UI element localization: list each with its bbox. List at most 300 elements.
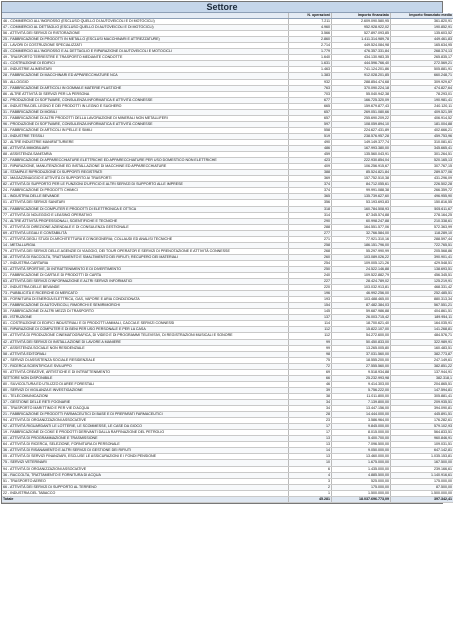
amount-financed-cell: 26.003.715,42 (332, 315, 391, 321)
average-amount-cell: 322.989,91 (391, 339, 453, 345)
amount-financed-cell: 18.700.621,40 (332, 321, 391, 327)
operations-cell: 597 (289, 121, 332, 127)
amount-financed-cell: 55.040.942,38 (332, 91, 391, 97)
operations-cell: 17 (289, 424, 332, 430)
amount-financed-cell: 149.149.377,74 (332, 139, 391, 145)
operations-cell: 1 (289, 490, 332, 496)
operations-cell: 2.860 (289, 37, 332, 43)
sector-name-cell: 05 - ATTIVITÀ DI SERVIZI FINANZIARI, ESCLUSE LE ASSICURAZIONI E I FONDI PENSIONE (2, 454, 289, 460)
average-amount-cell: 484.576,71 (391, 333, 453, 339)
average-amount-cell: 190.852,91 (391, 25, 453, 31)
operations-cell: 258 (289, 242, 332, 248)
average-amount-cell: 175.000,00 (391, 478, 453, 484)
average-amount-cell: 468.331,42 (391, 285, 453, 291)
amount-financed-cell: 449.524.084,98 (332, 43, 391, 49)
operations-cell: 254 (289, 260, 332, 266)
average-amount-cell: 205.568,86 (391, 248, 453, 254)
average-amount-cell: 1.500.000,00 (391, 490, 453, 496)
sector-name-cell: 73 - PUBBLICITÀ E RICERCHE DI MERCATO (2, 291, 289, 297)
amount-financed-cell: 1.435.000,00 (332, 466, 391, 472)
amount-financed-cell: 238.576.957,28 (332, 133, 391, 139)
average-amount-cell: 266.359,72 (391, 188, 453, 194)
amount-financed-cell: 15.822.107,00 (332, 327, 391, 333)
average-amount-cell: 310.081,61 (391, 139, 453, 145)
sector-name-cell: 33 - RIPARAZIONE, MANUTENZIONE ED INSTALLAZIONE DI MACCHINE ED APPARECCHIATURE (2, 164, 289, 170)
sector-name-cell: 21 - FABBRICAZIONE DI CARTA E DI PRODOTTI DI CARTA (2, 273, 289, 279)
operations-cell: 677 (289, 97, 332, 103)
operations-cell: 13 (289, 436, 332, 442)
amount-financed-cell: 186.151.796,00 (332, 242, 391, 248)
operations-cell: 39 (289, 387, 332, 393)
average-amount-cell: 247.149,61 (391, 357, 453, 363)
operations-cell: 290 (289, 218, 332, 224)
sector-name-cell: 66 - ATTIVITÀ DEI SERVIZI DI SUPPORTO AL TERRENO (2, 484, 289, 490)
sector-name-cell: 26 - FABBRICAZIONE DI COMPUTER E PRODOTTI DI ELETTRONICA E OTTICA (2, 206, 289, 212)
operations-cell: 558 (289, 127, 332, 133)
operations-cell: 260 (289, 254, 332, 260)
operations-cell: 1.640 (289, 55, 332, 61)
sector-name-cell: 10 - INDUSTRIE ALIMENTARI (2, 67, 289, 73)
average-amount-cell: 567.551,21 (391, 303, 453, 309)
operations-cell: 34 (289, 406, 332, 412)
sector-name-cell: 58 - ATTIVITÀ EDITORIALI (2, 351, 289, 357)
amount-financed-cell: 25.232.993,98 (332, 375, 391, 381)
sector-name-cell: 61 - TELECOMUNICAZIONI (2, 393, 289, 399)
table-row (2, 333, 453, 339)
sector-name-cell: 46 - COMMERCIO ALL'INGROSSO (ESCLUSO QUELLO DI AUTOVEICOLI E DI MOTOCICLI) (2, 19, 289, 25)
sector-name-cell: 95 - RIPARAZIONE DI COMPUTER E DI BENI PER USO PERSONALE E PER LA CASA (2, 327, 289, 333)
amount-financed-cell: 434.130.983,35 (332, 55, 391, 61)
operations-cell: 763 (289, 85, 332, 91)
average-amount-cell: 960.846,91 (391, 436, 453, 442)
amount-financed-cell: 103.488.465,00 (332, 297, 391, 303)
average-amount-cell: 390.901,41 (391, 254, 453, 260)
operations-cell: 665 (289, 103, 332, 109)
amount-financed-cell: 741.124.201,86 (332, 67, 391, 73)
amount-financed-cell: 222.930.854,04 (332, 158, 391, 164)
sector-name-cell: 13 - INDUSTRIE TESSILI (2, 133, 289, 139)
amount-financed-cell: 5.756.222,00 (332, 387, 391, 393)
amount-financed-cell: 28.424.789,02 (332, 279, 391, 285)
sector-name-cell: 85 - ISTRUZIONE (2, 315, 289, 321)
average-amount-cell: 579.102,93 (391, 424, 453, 430)
operations-cell: 1.779 (289, 49, 332, 55)
operations-cell: 154 (289, 303, 332, 309)
amount-financed-cell: 4.885.500,00 (332, 472, 391, 478)
table-row (2, 248, 453, 254)
amount-financed-cell: 1.411.314.989,78 (332, 37, 391, 43)
amount-financed-cell: 444.596.766,40 (332, 61, 391, 67)
amount-financed-cell: 1.500.000,00 (332, 490, 391, 496)
operations-cell: 490 (289, 139, 332, 145)
sector-name-cell: 62 - PRODUZIONE DI SOFTWARE, CONSULENZA INFORMATICA E ATTIVITÀ CONNESSE (2, 97, 289, 103)
amount-financed-cell: 160.784.508,93 (332, 206, 391, 212)
sheet-title: Settore (2, 2, 442, 13)
average-amount-cell: 496.955,90 (391, 194, 453, 200)
average-amount-cell: 118.289,10 (391, 230, 453, 236)
operations-cell: 932 (289, 79, 332, 85)
average-amount-cell: 138.693,51 (391, 266, 453, 272)
sector-name-cell: 24 - FABBRICAZIONE DI PRODOTTI CHIMICI (2, 188, 289, 194)
average-amount-cell: 209.935,51 (391, 400, 453, 406)
average-amount-cell: 505.611,67 (391, 206, 453, 212)
sector-name-cell: 72 - RICERCA SCIENTIFICA E SVILUPPO (2, 363, 289, 369)
operations-cell: 1.631 (289, 61, 332, 67)
sector-name-cell: 25 - FABBRICAZIONE DI PRODOTTI IN METALLO (ESCLUSI MACCHINARI E ATTREZZATURE) (2, 37, 289, 43)
operations-cell: 14 (289, 448, 332, 454)
amount-financed-cell: 166.725.320,09 (332, 97, 391, 103)
amount-financed-cell: 3.586.964,00 (332, 418, 391, 424)
operations-cell: 75 (289, 357, 332, 363)
amount-financed-cell: 87.482.384,03 (332, 303, 391, 309)
operations-cell: 46 (289, 381, 332, 387)
amount-financed-cell: 224.627.431,89 (332, 127, 391, 133)
amount-financed-cell: 9.518.934,88 (332, 369, 391, 375)
sector-name-cell: 79 - ATTIVITÀ DEI SERVIZI DELLE AGENZIE DI VIAGGIO, DEI TOUR OPERATOR E SERVIZI DI PRENOTAZIONE E ATTIVITÀ CONNESSE (2, 248, 289, 254)
total-row (2, 496, 453, 502)
total-operations: 45.281 (289, 496, 332, 502)
amount-financed-cell: 255.690.209,22 (332, 115, 391, 121)
operations-cell: 99 (289, 339, 332, 345)
operations-cell: 227 (289, 279, 332, 285)
average-amount-cell: 361.820,91 (391, 19, 453, 25)
sector-name-cell: 30 - FABBRICAZIONE DI ALTRI MEZZI DI TRASPORTO (2, 309, 289, 315)
average-amount-cell: 210.338,61 (391, 218, 453, 224)
sector-name-cell: 14 - METALLURGIA (2, 242, 289, 248)
operations-cell: 145 (289, 309, 332, 315)
sector-name-cell: 16 - INDUSTRIA DEL LEGNO E DEI PRODOTTI IN LEGNO E SUGHERO (2, 103, 289, 109)
amount-financed-cell: 13.265.005,80 (332, 345, 391, 351)
operations-cell: 318 (289, 206, 332, 212)
average-amount-cell: 660.248,71 (391, 73, 453, 79)
sector-name-cell: 43 - LAVORI DI COSTRUZIONE SPECIALIZZATI (2, 43, 289, 49)
sector-name-cell: 80 - SERVIZI DI VIGILANZA E INVESTIGAZIONE (2, 387, 289, 393)
average-amount-cell: 278.164,25 (391, 212, 453, 218)
amount-financed-cell: 135.739.627,60 (332, 194, 391, 200)
operations-cell: 3.566 (289, 31, 332, 37)
amount-financed-cell: 84.712.055,61 (332, 182, 391, 188)
operations-cell: 374 (289, 188, 332, 194)
amount-financed-cell: 2.609.090.580,95 (332, 19, 391, 25)
average-amount-cell: 431.296,09 (391, 176, 453, 182)
sector-name-cell: 50 - TRASPORTO MARITTIMO E PER VIE D'ACQUA (2, 406, 289, 412)
sector-name-cell: 68 - ATTIVITÀ IMMOBILIARI (2, 146, 289, 152)
sector-name-cell: 37 - GESTIONE DELLE RETI FOGNARIE (2, 400, 289, 406)
operations-cell: 486 (289, 146, 332, 152)
average-amount-cell: 309.929,67 (391, 79, 453, 85)
sector-name-cell: 45 - COMMERCIO ALL'INGROSSO E AL DETTAGLIO E RIPARAZIONE DI AUTOVEICOLI E MOTOCICLI (2, 49, 289, 55)
amount-financed-cell: 55.297.990,99 (332, 248, 391, 254)
operations-cell: 17 (289, 430, 332, 436)
operations-cell: 13 (289, 442, 332, 448)
operations-cell: 10 (289, 460, 332, 466)
sector-name-cell: 52 - MAGAZZINAGGIO E ATTIVITÀ DI SUPPORTO AI TRASPORTI (2, 176, 289, 182)
operations-cell: 268 (289, 248, 332, 254)
sector-name-cell: 87 - ASSISTENZA SOCIALE NON RESIDENZIALE (2, 345, 289, 351)
amount-financed-cell: 9.414.303,00 (332, 381, 391, 387)
average-amount-cell: 345.665,41 (391, 146, 453, 152)
operations-cell: 2.714 (289, 43, 332, 49)
average-amount-cell: 181.004,88 (391, 121, 453, 127)
average-amount-cell: 1.140.916,61 (391, 472, 453, 478)
average-amount-cell: 150.816,55 (391, 200, 453, 206)
amount-financed-cell: 24.522.146,88 (332, 266, 391, 272)
sector-name-cell: 15 - FABBRICAZIONE DI ARTICOLI IN PELLE E SIMILI (2, 127, 289, 133)
operations-cell: 98 (289, 351, 332, 357)
sector-name-cell: 22 - FABBRICAZIONE DI ARTICOLI IN GOMMA E MATERIE PLASTICHE (2, 85, 289, 91)
amount-financed-cell: 46.992.256,00 (332, 291, 391, 297)
sector-name-cell: 59 - ATTIVITÀ DI PRODUZIONE CINEMATOGRAFICA, DI VIDEO E DI PROGRAMMI TELEVISIVI, DI REGISTRAZIONI MUSICALI E SONORE (2, 333, 289, 339)
average-amount-cell: 394.090,81 (391, 406, 453, 412)
operations-cell: 4 (289, 472, 332, 478)
amount-financed-cell: 99.991.088,38 (332, 188, 391, 194)
amount-financed-cell: 87.345.574,88 (332, 212, 391, 218)
amount-financed-cell: 952.928.922,02 (332, 25, 391, 31)
average-amount-cell: 459.753,96 (391, 133, 453, 139)
average-amount-cell: 429.548,51 (391, 260, 453, 266)
average-amount-cell: 135.603,52 (391, 31, 453, 37)
average-amount-cell: 445.891,51 (391, 412, 453, 418)
sector-name-cell: 74 - ALTRE ATTIVITÀ PROFESSIONALI, SCIENTIFICHE E TECNICHE (2, 218, 289, 224)
average-amount-cell: 176.282,61 (391, 418, 453, 424)
operations-cell: 1.463 (289, 67, 332, 73)
operations-cell: 220 (289, 285, 332, 291)
operations-cell: 374 (289, 182, 332, 188)
operations-cell: 459 (289, 152, 332, 158)
operations-cell: 69 (289, 369, 332, 375)
average-amount-cell: 404.861,51 (391, 309, 453, 315)
sector-name-cell: 01 - ATTIVITÀ DEI SERVIZI SANITARI (2, 200, 289, 206)
operations-cell: 314 (289, 212, 332, 218)
operations-cell: 240 (289, 273, 332, 279)
amount-financed-cell: 32.766.584,00 (332, 230, 391, 236)
total-label: Totale (2, 496, 289, 502)
operations-cell: 114 (289, 321, 332, 327)
amount-financed-cell: 50.450.833,00 (332, 339, 391, 345)
operations-cell: 3 (289, 478, 332, 484)
sector-name-cell: 36 - ATTIVITÀ DI RISANAMENTO E ALTRI SERVIZI DI GESTIONE DEI RIFIUTI (2, 448, 289, 454)
sector-name-cell: 17 - INDUSTRIA CARTARIA (2, 260, 289, 266)
operations-cell: 34 (289, 400, 332, 406)
average-amount-cell: 125.219,91 (391, 279, 453, 285)
sector-name-cell: 35 - FORNITURA DI ENERGIA ELETTRICA, GAS, VAPORE E ARIA CONDIZIONATA (2, 297, 289, 303)
average-amount-cell: 382.318,1 (391, 375, 453, 381)
amount-financed-cell: 13.447.156,00 (332, 406, 391, 412)
average-amount-cell: 141.268,81 (391, 327, 453, 333)
average-amount-cell: 288.597,44 (391, 236, 453, 242)
sector-name-cell: 88 - ASSISTENZA SANITARIA (2, 152, 289, 158)
average-amount-cell: 268.374,13 (391, 49, 453, 55)
average-amount-cell: 505.881,91 (391, 67, 453, 73)
amount-financed-cell: 288.854.474,68 (332, 79, 391, 85)
amount-financed-cell: 85.524.821,84 (332, 170, 391, 176)
sector-name-cell: 29 - FABBRICAZIONE DI AUTOVEICOLI, RIMORCHI E SEMIRIMORCHI (2, 303, 289, 309)
sector-name-cell: 36 - RACCOLTA, TRATTAMENTO E FORNITURA DI ACQUA (2, 472, 289, 478)
operations-cell: 7.211 (289, 19, 332, 25)
average-amount-cell: 164.035,91 (391, 321, 453, 327)
sector-name-cell: 82 - ATTIVITÀ DI SUPPORTO PER LE FUNZIONI D'UFFICIO E ALTRI SERVIZI DI SUPPORTO ALLE IMPRESE (2, 182, 289, 188)
sector-name-cell: 11 - INDUSTRIA DELLE BEVANDE (2, 194, 289, 200)
average-amount-cell: 265.835,17 (391, 55, 453, 61)
sector-name-cell: 22 - INDUSTRIA DEL TABACCO (2, 490, 289, 496)
average-amount-cell: 147.594,81 (391, 387, 453, 393)
sector-table (2, 13, 453, 503)
average-amount-cell: 880.313,34 (391, 297, 453, 303)
sector-name-cell: SETTORE NON DISPONIBILE (2, 375, 289, 381)
operations-cell: 409 (289, 164, 332, 170)
operations-cell: 193 (289, 297, 332, 303)
operations-cell: 519 (289, 133, 332, 139)
amount-financed-cell: 108.059.894,10 (332, 121, 391, 127)
amount-financed-cell: 1.675.000,00 (332, 460, 391, 466)
operations-cell: 99 (289, 345, 332, 351)
average-amount-cell: 572.363,99 (391, 224, 453, 230)
amount-financed-cell: 164.551.577,06 (332, 224, 391, 230)
operations-cell: 72 (289, 363, 332, 369)
amount-financed-cell: 9.845.000,00 (332, 424, 391, 430)
average-amount-cell: 78.293,01 (391, 91, 453, 97)
operations-cell: 271 (289, 236, 332, 242)
sector-name-cell: 47 - COMMERCIO AL DETTAGLIO (ESCLUSO QUELLO DI AUTOVEICOLI E DI MOTOCICLI) (2, 25, 289, 31)
sector-name-cell: 21 - FABBRICAZIONE DI PRODOTTI FARMACEUTICI DI BASE E DI PREPARATI FARMACEUTICI (2, 412, 289, 418)
average-amount-cell: 240.120,11 (391, 103, 453, 109)
average-amount-cell: 289.577,06 (391, 170, 453, 176)
total-amount-financed: 18.037.696.773,09 (332, 496, 391, 502)
amount-financed-cell: 476.357.331,84 (332, 49, 391, 55)
average-amount-cell: 647.142,81 (391, 448, 453, 454)
amount-financed-cell: 159.679.877,43 (332, 103, 391, 109)
operations-cell: 2 (289, 484, 332, 490)
average-amount-cell: 226.502,28 (391, 182, 453, 188)
sector-name-cell: 96 - PRODUZIONE DI SOFTWARE, CONSULENZA INFORMATICA E ATTIVITÀ CONNESSE (2, 121, 289, 127)
sector-name-cell: 55 - ALLOGGIO (2, 79, 289, 85)
operations-cell: 137 (289, 315, 332, 321)
sector-name-cell: 23 - FABBRICAZIONE DI ALTRI PRODOTTI DELLA LAVORAZIONE DI MINERALI NON METALLIFERI (2, 115, 289, 121)
amount-financed-cell: 13.460.000,00 (332, 454, 391, 460)
amount-financed-cell: 59.687.986,88 (332, 309, 391, 315)
operations-cell: 28 (289, 412, 332, 418)
table-body (2, 19, 453, 497)
average-amount-cell: 109.031,51 (391, 442, 453, 448)
operations-cell: 23 (289, 418, 332, 424)
amount-financed-cell: 14.444.000,00 (332, 412, 391, 418)
operations-cell: 196 (289, 291, 332, 297)
operations-cell: 38 (289, 393, 332, 399)
average-amount-cell: 1.035.153,81 (391, 454, 453, 460)
operations-cell: 703 (289, 91, 332, 97)
sector-name-cell: 19 - FABBRICAZIONE DI COKE E PRODOTTI DERIVANTI DALLA RAFFINAZIONE DEL PETROLIO (2, 430, 289, 436)
amount-financed-cell: 9.050.000,00 (332, 448, 391, 454)
average-amount-cell: 190.981,41 (391, 97, 453, 103)
operations-cell: 657 (289, 109, 332, 115)
sector-name-cell: 80 - SILVICOLTURA ED UTILIZZO DI AREE FORESTALI (2, 381, 289, 387)
average-amount-cell: 301.264,51 (391, 152, 453, 158)
sector-name-cell: 31 - FABBRICAZIONE DI MOBILI (2, 109, 289, 115)
sector-name-cell: 38 - ATTIVITÀ DI RACCOLTA, TRATTAMENTO E SMALTIMENTO DEI RIFIUTI; RECUPERO DEI MATERIALI (2, 254, 289, 260)
average-amount-cell: 307.767,15 (391, 164, 453, 170)
sector-name-cell: 32 - ALTRE INDUSTRIE MANIFATTURIERE (2, 139, 289, 145)
sector-name-cell: 75 - SERVIZI VETERINARI (2, 460, 289, 466)
sector-name-cell: 27 - FABBRICAZIONE DI APPARECCHIATURE ELETTRICHE ED APPARECCHIATURE PER USO DOMESTICO NON ELETTRICHE (2, 158, 289, 164)
sector-name-cell: 77 - ATTIVITÀ DI NOLEGGIO E LEASING OPERATIVO (2, 212, 289, 218)
amount-financed-cell: 53.193.693,83 (332, 200, 391, 206)
operations-cell: 112 (289, 327, 332, 333)
operations-cell: 66 (289, 375, 332, 381)
amount-financed-cell: 527.897.093,85 (332, 31, 391, 37)
amount-financed-cell: 103.089.026,22 (332, 254, 391, 260)
amount-financed-cell: 103.032.913,81 (332, 285, 391, 291)
average-amount-cell: 204.865,51 (391, 381, 453, 387)
average-amount-cell: 305.881,41 (391, 393, 453, 399)
average-amount-cell: 564.833,51 (391, 430, 453, 436)
amount-financed-cell: 912.028.201,85 (332, 73, 391, 79)
operations-cell: 13 (289, 454, 332, 460)
amount-financed-cell: 175.000,00 (332, 484, 391, 490)
operations-cell: 388 (289, 170, 332, 176)
amount-financed-cell: 60.998.247,88 (332, 218, 391, 224)
amount-financed-cell: 7.096.500,00 (332, 442, 391, 448)
sector-name-cell: 69 - ATTIVITÀ LEGALI E CONTABILITÀ (2, 230, 289, 236)
average-amount-cell: 160.483,51 (391, 345, 453, 351)
header-operations: N. operazioni (289, 13, 332, 19)
amount-financed-cell: 109.522.882,79 (332, 273, 391, 279)
average-amount-cell: 165.634,95 (391, 43, 453, 49)
amount-financed-cell: 525.000,00 (332, 478, 391, 484)
average-amount-cell: 456.345,51 (391, 273, 453, 279)
data-sheet (1, 1, 452, 504)
average-amount-cell: 239.166,61 (391, 466, 453, 472)
average-amount-cell: 402.666,21 (391, 127, 453, 133)
amount-financed-cell: 18.555.200,00 (332, 357, 391, 363)
sector-name-cell: 87 - SERVIZI DI ASSISTENZA SOCIALE RESIDENZIALE (2, 357, 289, 363)
sector-name-cell: 28 - FABBRICAZIONE DI MACCHINARI ED APPARECCHIATURE NCA (2, 73, 289, 79)
operations-cell: 112 (289, 333, 332, 339)
sector-name-cell: 51 - TRASPORTO AEREO (2, 478, 289, 484)
operations-cell: 657 (289, 115, 332, 121)
average-amount-cell: 87.500,00 (391, 484, 453, 490)
average-amount-cell: 382.851,22 (391, 363, 453, 369)
average-amount-cell: 474.827,64 (391, 85, 453, 91)
operations-cell: 369 (289, 176, 332, 182)
average-amount-cell: 137.944,91 (391, 369, 453, 375)
sector-name-cell: 64 - ATTIVITÀ DI RICERCA, SELEZIONE, FORNITURA DI PERSONALE (2, 442, 289, 448)
operations-cell: 1.383 (289, 73, 332, 79)
sector-name-cell: 41 - COSTRUZIONE DI EDIFICI (2, 61, 289, 67)
sector-name-cell: 93 - ATTIVITÀ SPORTIVE, DI INTRATTENIMENTO E DI DIVERTIMENTO (2, 266, 289, 272)
sector-name-cell: 71 - ATTIVITÀ DEGLI STUDI DI ARCHITETTURA E D'INGEGNERIA; COLLAUDI ED ANALISI TECNICHE (2, 236, 289, 242)
average-amount-cell: 406.914,52 (391, 115, 453, 121)
sector-name-cell: 42 - ATTIVITÀ DEI SERVIZI DI INSTALLAZIONE DI LAVORE A MANIERE (2, 339, 289, 345)
amount-financed-cell: 109.005.121,26 (332, 260, 391, 266)
operations-cell: 356 (289, 200, 332, 206)
sector-name-cell: 94 - ATTIVITÀ DI ORGANIZZAZIONI ASSOCIATIVE (2, 418, 289, 424)
amount-financed-cell: 11.011.800,00 (332, 393, 391, 399)
amount-financed-cell: 269.051.080,66 (332, 109, 391, 115)
sector-name-cell: 18 - STAMPA E RIPRODUZIONE DI SUPPORTI REGISTRATI (2, 170, 289, 176)
sector-name-cell: 70 - ATTIVITÀ DI DIREZIONE AZIENDALE E DI CONSULENZA GESTIONALE (2, 224, 289, 230)
average-amount-cell: 252.485,51 (391, 291, 453, 297)
average-amount-cell: 189.954,11 (391, 315, 453, 321)
average-amount-cell: 449.461,83 (391, 37, 453, 43)
sector-name-cell: 63 - ATTIVITÀ DEI SERVIZI D'INFORMAZIONE E ALTRI SERVIZI INFORMATICI (2, 279, 289, 285)
operations-cell: 365 (289, 194, 332, 200)
header-amount-financed: Importo finanziato (332, 13, 391, 19)
sector-name-cell: 94 - ATTIVITÀ DI ORGANIZZAZIONI ASSOCIATIVE (2, 466, 289, 472)
average-amount-cell: 722.765,51 (391, 242, 453, 248)
operations-cell: 423 (289, 158, 332, 164)
sector-name-cell: 81 - COSTRUZIONE DI EDIFICI INDUSTRIALI E DI PRODOTTI ANIMALI, CACCIA E SERVIZI CONNESSI (2, 321, 289, 327)
amount-financed-cell: 370.090.224,18 (332, 85, 391, 91)
